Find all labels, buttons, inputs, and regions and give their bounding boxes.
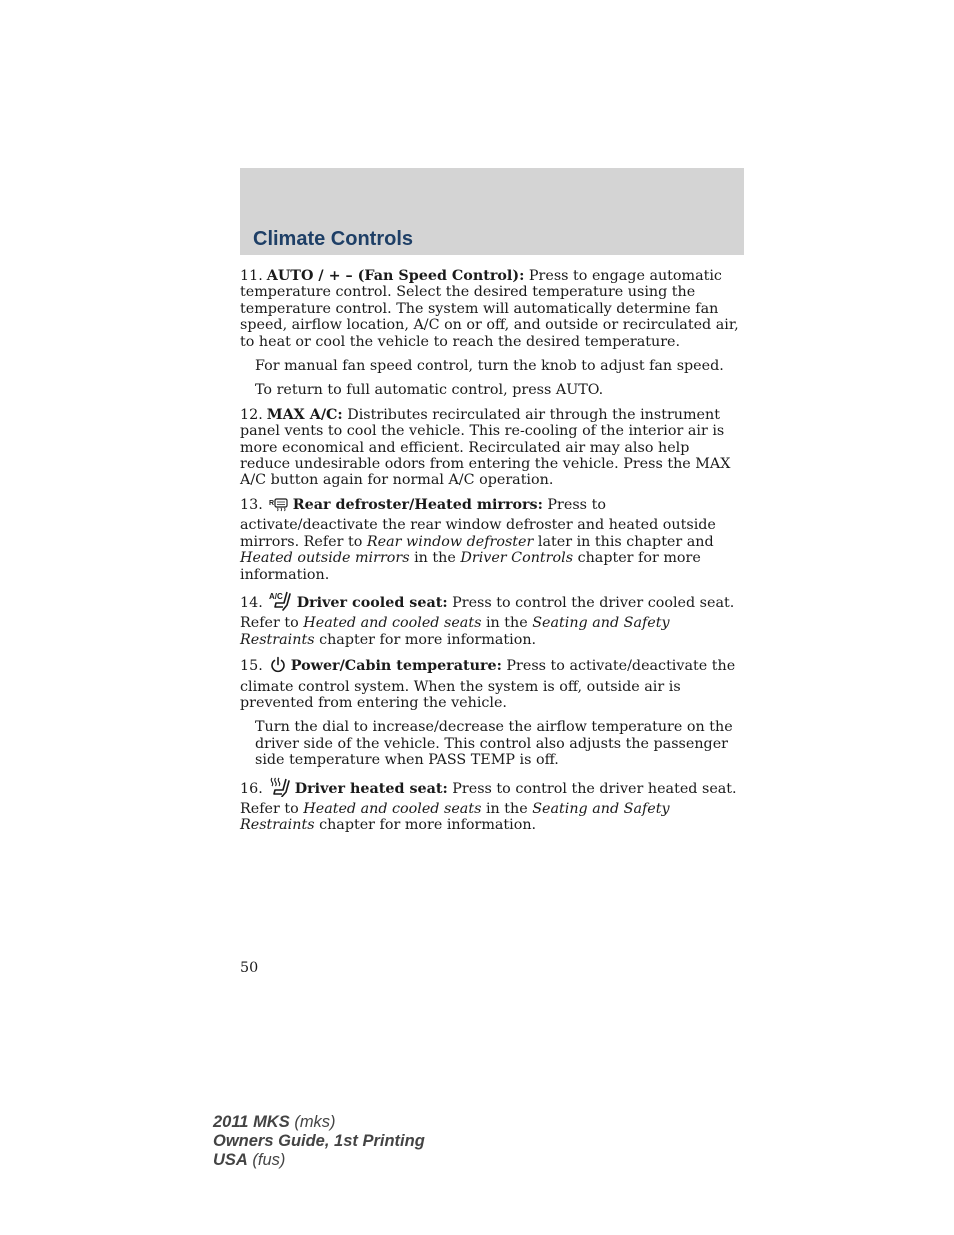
cross-reference: Heated outside mirrors: [240, 550, 410, 567]
rear-defrost-icon: [269, 497, 289, 517]
item-11-note-manual: For manual fan speed control, turn the knob to adjust fan speed.: [255, 358, 724, 375]
item-label: Driver heated seat:: [294, 780, 448, 797]
cross-reference: Heated and cooled seats: [303, 800, 482, 817]
heated-seat-icon: [269, 777, 291, 801]
cross-reference: Seating and Safety Restraints: [240, 615, 670, 648]
item-number: 12.: [240, 406, 263, 423]
item-number: 16.: [240, 780, 263, 797]
cross-reference: Driver Controls: [460, 550, 574, 567]
page-content: [240, 268, 744, 842]
document-footer: [213, 1113, 425, 1170]
cross-reference: Rear window defroster: [366, 533, 534, 550]
item-label: Power/Cabin temperature:: [290, 658, 502, 675]
item-label: Driver cooled seat:: [296, 594, 448, 611]
cross-reference: Heated and cooled seats: [303, 615, 482, 632]
section-title: Climate Controls: [253, 228, 414, 250]
footer-line-market: USA (fus): [213, 1151, 286, 1169]
item-number: 13.: [240, 496, 263, 513]
item-number: 11.: [240, 268, 263, 284]
section-header-band: [240, 168, 744, 255]
item-11: [240, 268, 744, 350]
item-text: Press to activate/deactivate the climate control system. When the system is off, outside air is prevented from entering the vehicle.: [240, 658, 736, 711]
power-icon: [269, 656, 287, 678]
cooled-seat-icon: [269, 591, 293, 615]
item-number: 14.: [240, 594, 263, 611]
svg-text:A/C: A/C: [268, 591, 283, 601]
item-12: [240, 407, 744, 489]
footer-line-edition: Owners Guide, 1st Printing: [213, 1132, 425, 1150]
item-16: 16. Driver heated seat: Press to control the driver heated seat. Refer to Heated and cooled seats in the Seating and Safety Restraints chapter for more information.: [240, 777, 744, 834]
page-number: 50: [240, 960, 259, 976]
item-15: [240, 656, 744, 711]
item-15-note: Turn the dial to increase/decrease the airflow temperature on the driver side of the vehicle. This control also adjusts the passenger side temperature when PASS TEMP is off.: [255, 719, 733, 769]
item-number: 15.: [240, 658, 263, 675]
footer-line-model: 2011 MKS (mks): [213, 1113, 336, 1131]
item-label: Rear defroster/Heated mirrors:: [292, 496, 543, 513]
item-13: 13. R Rear defroster/Heated mirrors: Press to activate/deactivate the rear window defroster and heated outside mirrors. Refer to Rear window defroster later in this chapter and Heated outside mirrors in the Driver Controls chapter for more information.: [240, 496, 716, 583]
item-label: AUTO / + – (Fan Speed Control):: [266, 268, 525, 284]
item-text: Distributes recirculated air through the instrument panel vents to cool the vehicle. This re-cooling of the interior air is more economical and efficient. Recirculated air may also help reduce undesirable odors from entering the vehicle. Press the MAX A/C button again for normal A/C operation.: [240, 406, 731, 489]
item-14: 14. A/C Driver cooled seat: Press to control the driver cooled seat. Refer to Heated and cooled seats in the Seating and Safety Restraints chapter for more information.: [240, 591, 735, 648]
item-label: MAX A/C:: [266, 406, 343, 423]
svg-text:R: R: [268, 499, 274, 507]
cross-reference: Seating and Safety Restraints: [240, 800, 670, 834]
item-text: Press to engage automatic temperature control. Select the desired temperature using the temperature control. The system will automatically determine fan speed, airflow location, A/C on or off, and outside or recirculated air, to heat or cool the vehicle to reach the desired temperature.: [240, 268, 739, 350]
item-11-note-auto: To return to full automatic control, press AUTO.: [255, 382, 604, 399]
